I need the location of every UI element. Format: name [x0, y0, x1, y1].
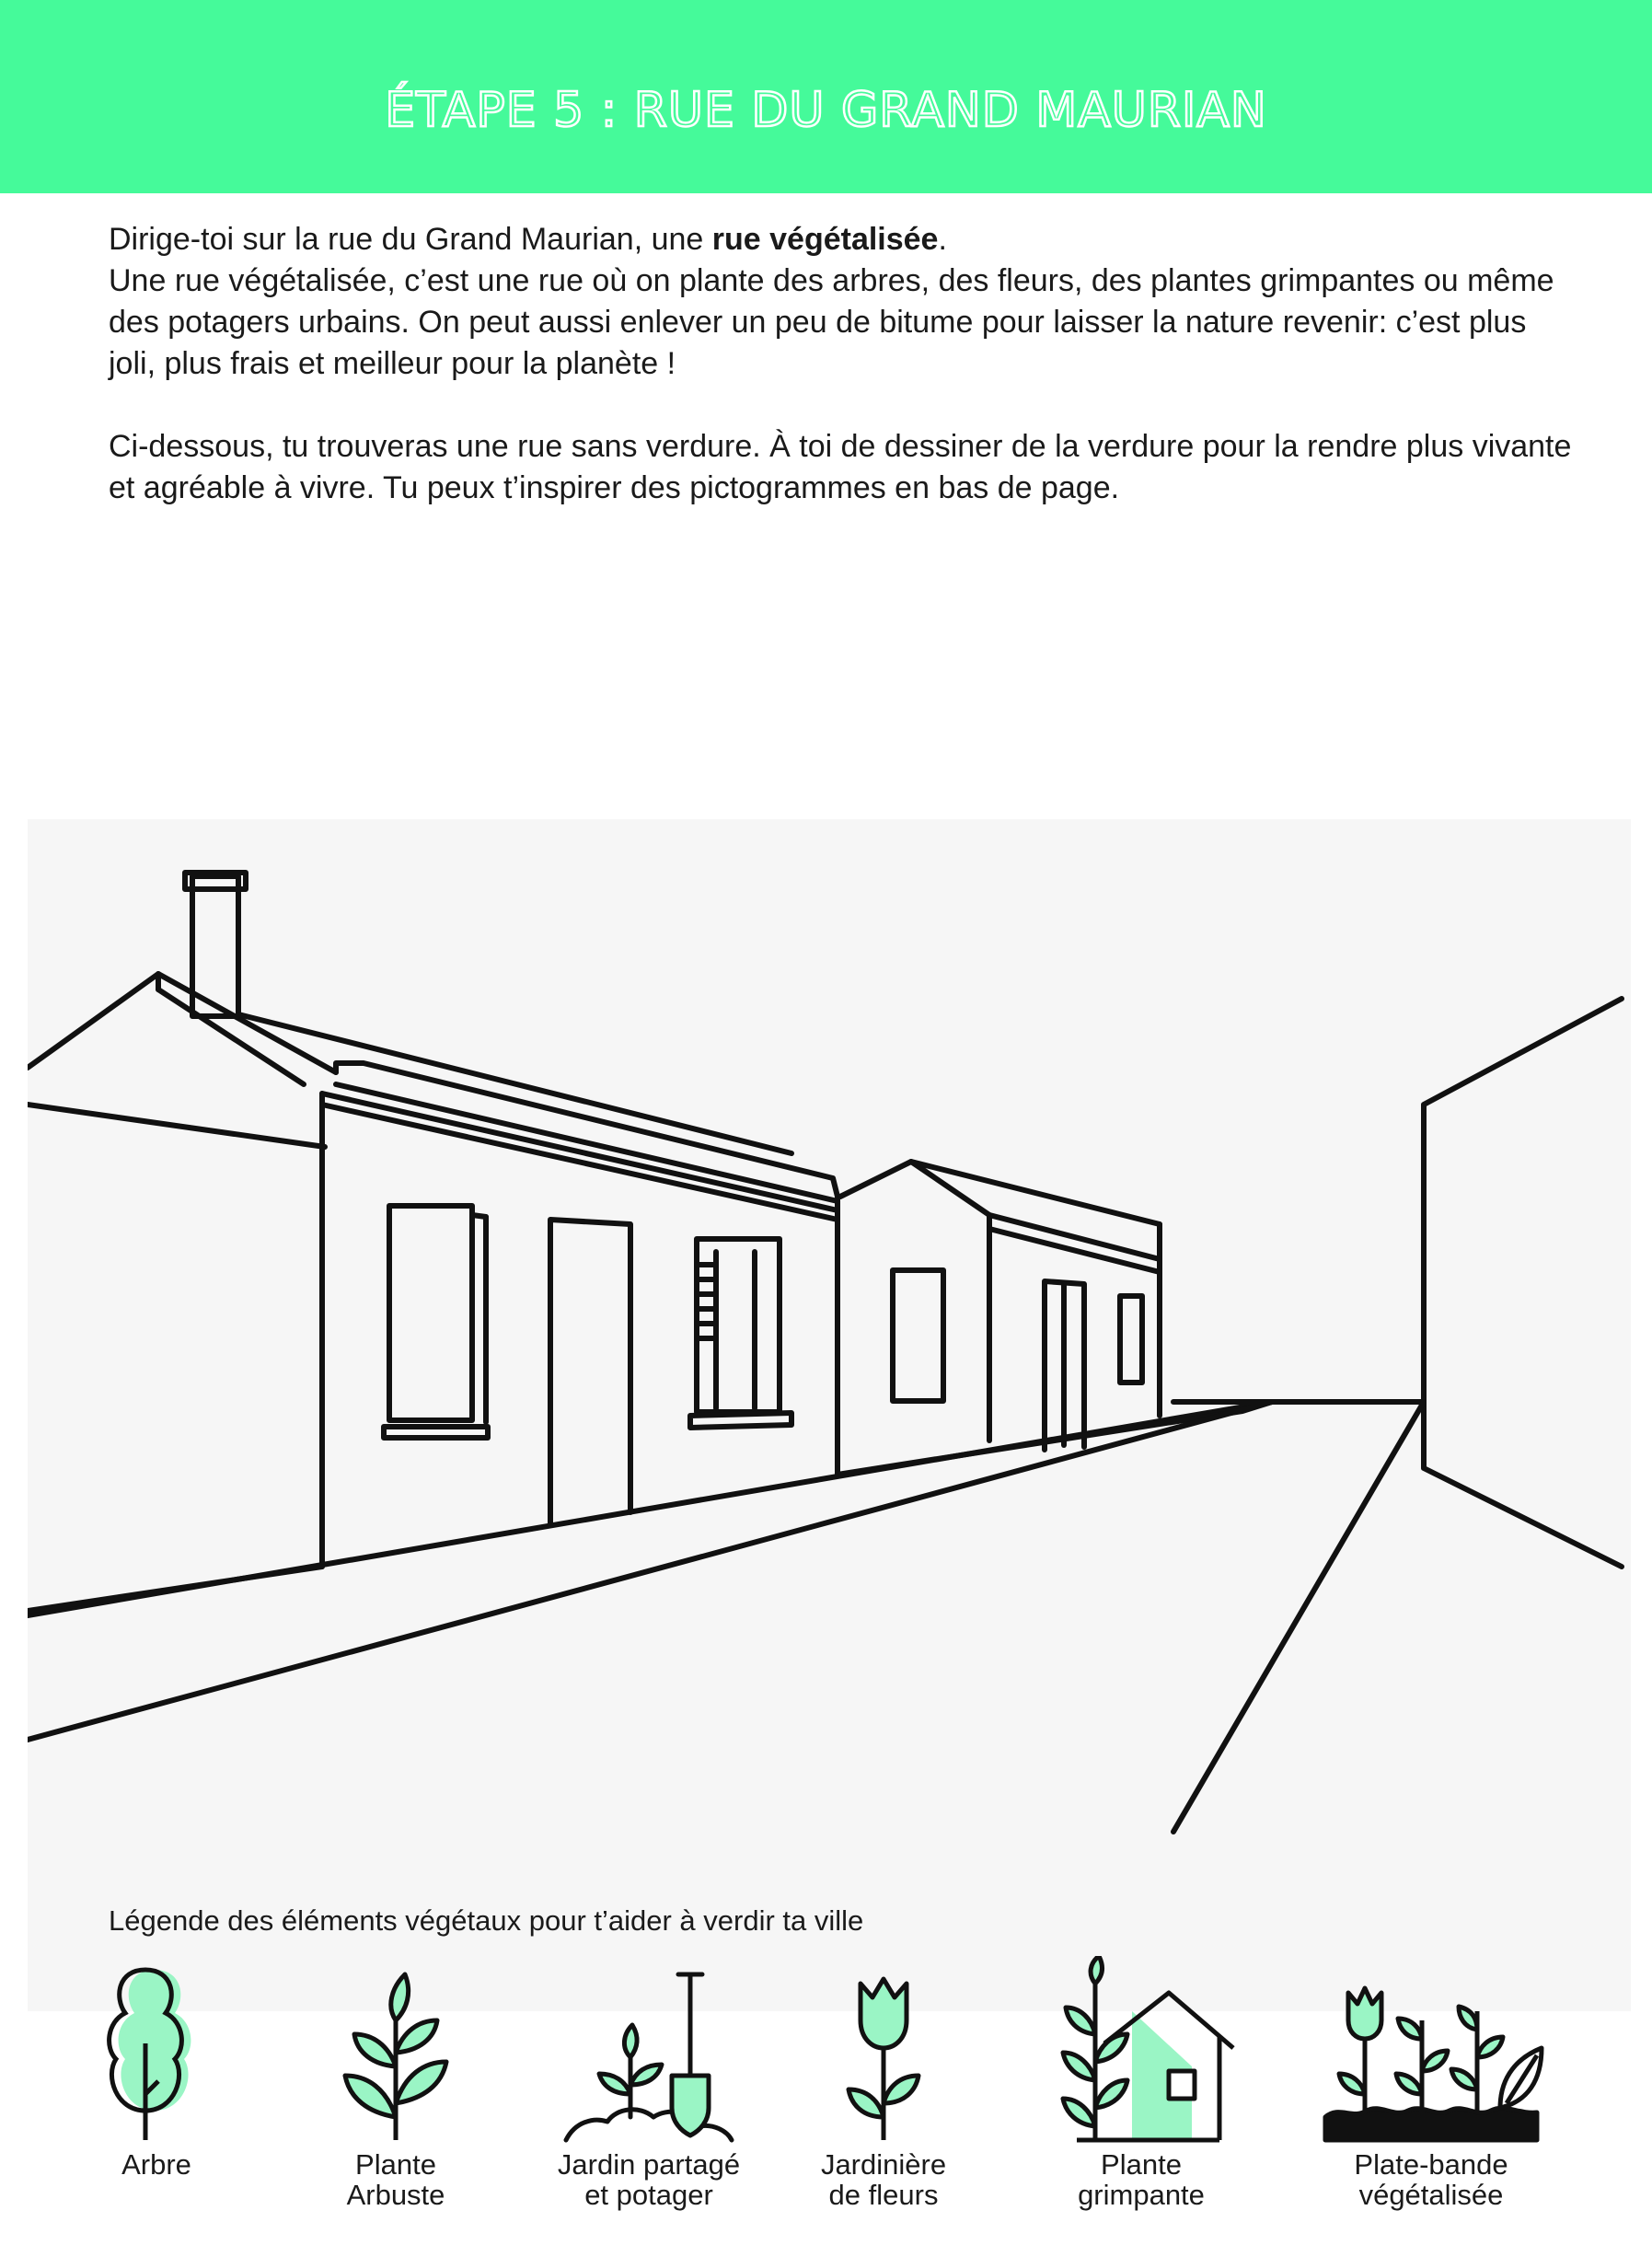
- legend-label-flower-bed: [1311, 2149, 1551, 2210]
- legend-label-climbing: [1022, 2149, 1261, 2210]
- intro-bold-term: rue végétalisée: [711, 222, 939, 257]
- intro-text: [109, 219, 1581, 509]
- legend-label-shrub: [276, 2149, 515, 2210]
- door: [550, 1220, 630, 1523]
- intro-line1-end: .: [938, 222, 947, 257]
- legend-label-line: grimpante: [1078, 2179, 1205, 2211]
- legend-label-line: de fleurs: [828, 2179, 939, 2211]
- legend-label-line: Arbre: [121, 2148, 191, 2181]
- window-left: [389, 1206, 472, 1420]
- intro-line1-start: Dirige-toi sur la rue du Grand Maurian, une: [109, 222, 712, 257]
- legend-label-line: et potager: [584, 2179, 713, 2211]
- legend-item-tree: [37, 1956, 276, 2232]
- tree-icon: [37, 1956, 276, 2149]
- legend-label-line: Plate-bande: [1354, 2148, 1508, 2181]
- legend-title: Légende des éléments végétaux pour t’aider à verdir ta ville: [109, 1904, 864, 1937]
- legend-item-shrub: [276, 1956, 515, 2232]
- intro-paragraph-1: [109, 219, 1581, 385]
- legend-item-climbing: [1022, 1956, 1261, 2232]
- intro-line2: Une rue végétalisée, c’est une rue où on plante des arbres, des fleurs, des plantes grimpantes ou même des potagers urbains. On peut aussi enlever un peu de bitume pour laisser la nature revenir: c’est plus joli, plus frais et meilleur pour la planète !: [109, 263, 1554, 381]
- garden-spade-icon: [529, 1956, 768, 2149]
- street-coloring-illustration[interactable]: [28, 819, 1631, 2011]
- page-title: ÉTAPE 5 : RUE DU GRAND MAURIAN: [385, 83, 1267, 138]
- legend-item-tulip: [764, 1956, 1003, 2232]
- right-building: [1424, 999, 1622, 1567]
- legend-label-line: Jardinière: [820, 2148, 947, 2181]
- legend-label-line: Jardin partagé: [557, 2148, 741, 2181]
- climbing-plant-house-icon: [1022, 1956, 1261, 2149]
- legend-label-tree: [37, 2149, 276, 2180]
- legend-label-tulip: [764, 2149, 1003, 2210]
- legend-label-garden: [529, 2149, 768, 2210]
- legend-label-line: Plante: [1101, 2148, 1182, 2181]
- legend-item-flower-bed: [1311, 1956, 1551, 2232]
- roof-outline: [28, 974, 336, 1072]
- shrub-icon: [276, 1956, 515, 2149]
- tulip-icon: [764, 1956, 1003, 2149]
- legend-label-line: Arbuste: [346, 2179, 445, 2211]
- legend-label-line: végétalisée: [1358, 2179, 1504, 2211]
- intro-paragraph-2: Ci-dessous, tu trouveras une rue sans verdure. À toi de dessiner de la verdure pour la rendre plus vivante et agréable à vivre. Tu peux t’inspirer des pictogrammes en bas de page.: [109, 429, 1572, 505]
- legend-item-garden: [529, 1956, 768, 2232]
- flower-bed-icon: [1311, 1956, 1551, 2149]
- legend-label-line: Plante: [355, 2148, 436, 2181]
